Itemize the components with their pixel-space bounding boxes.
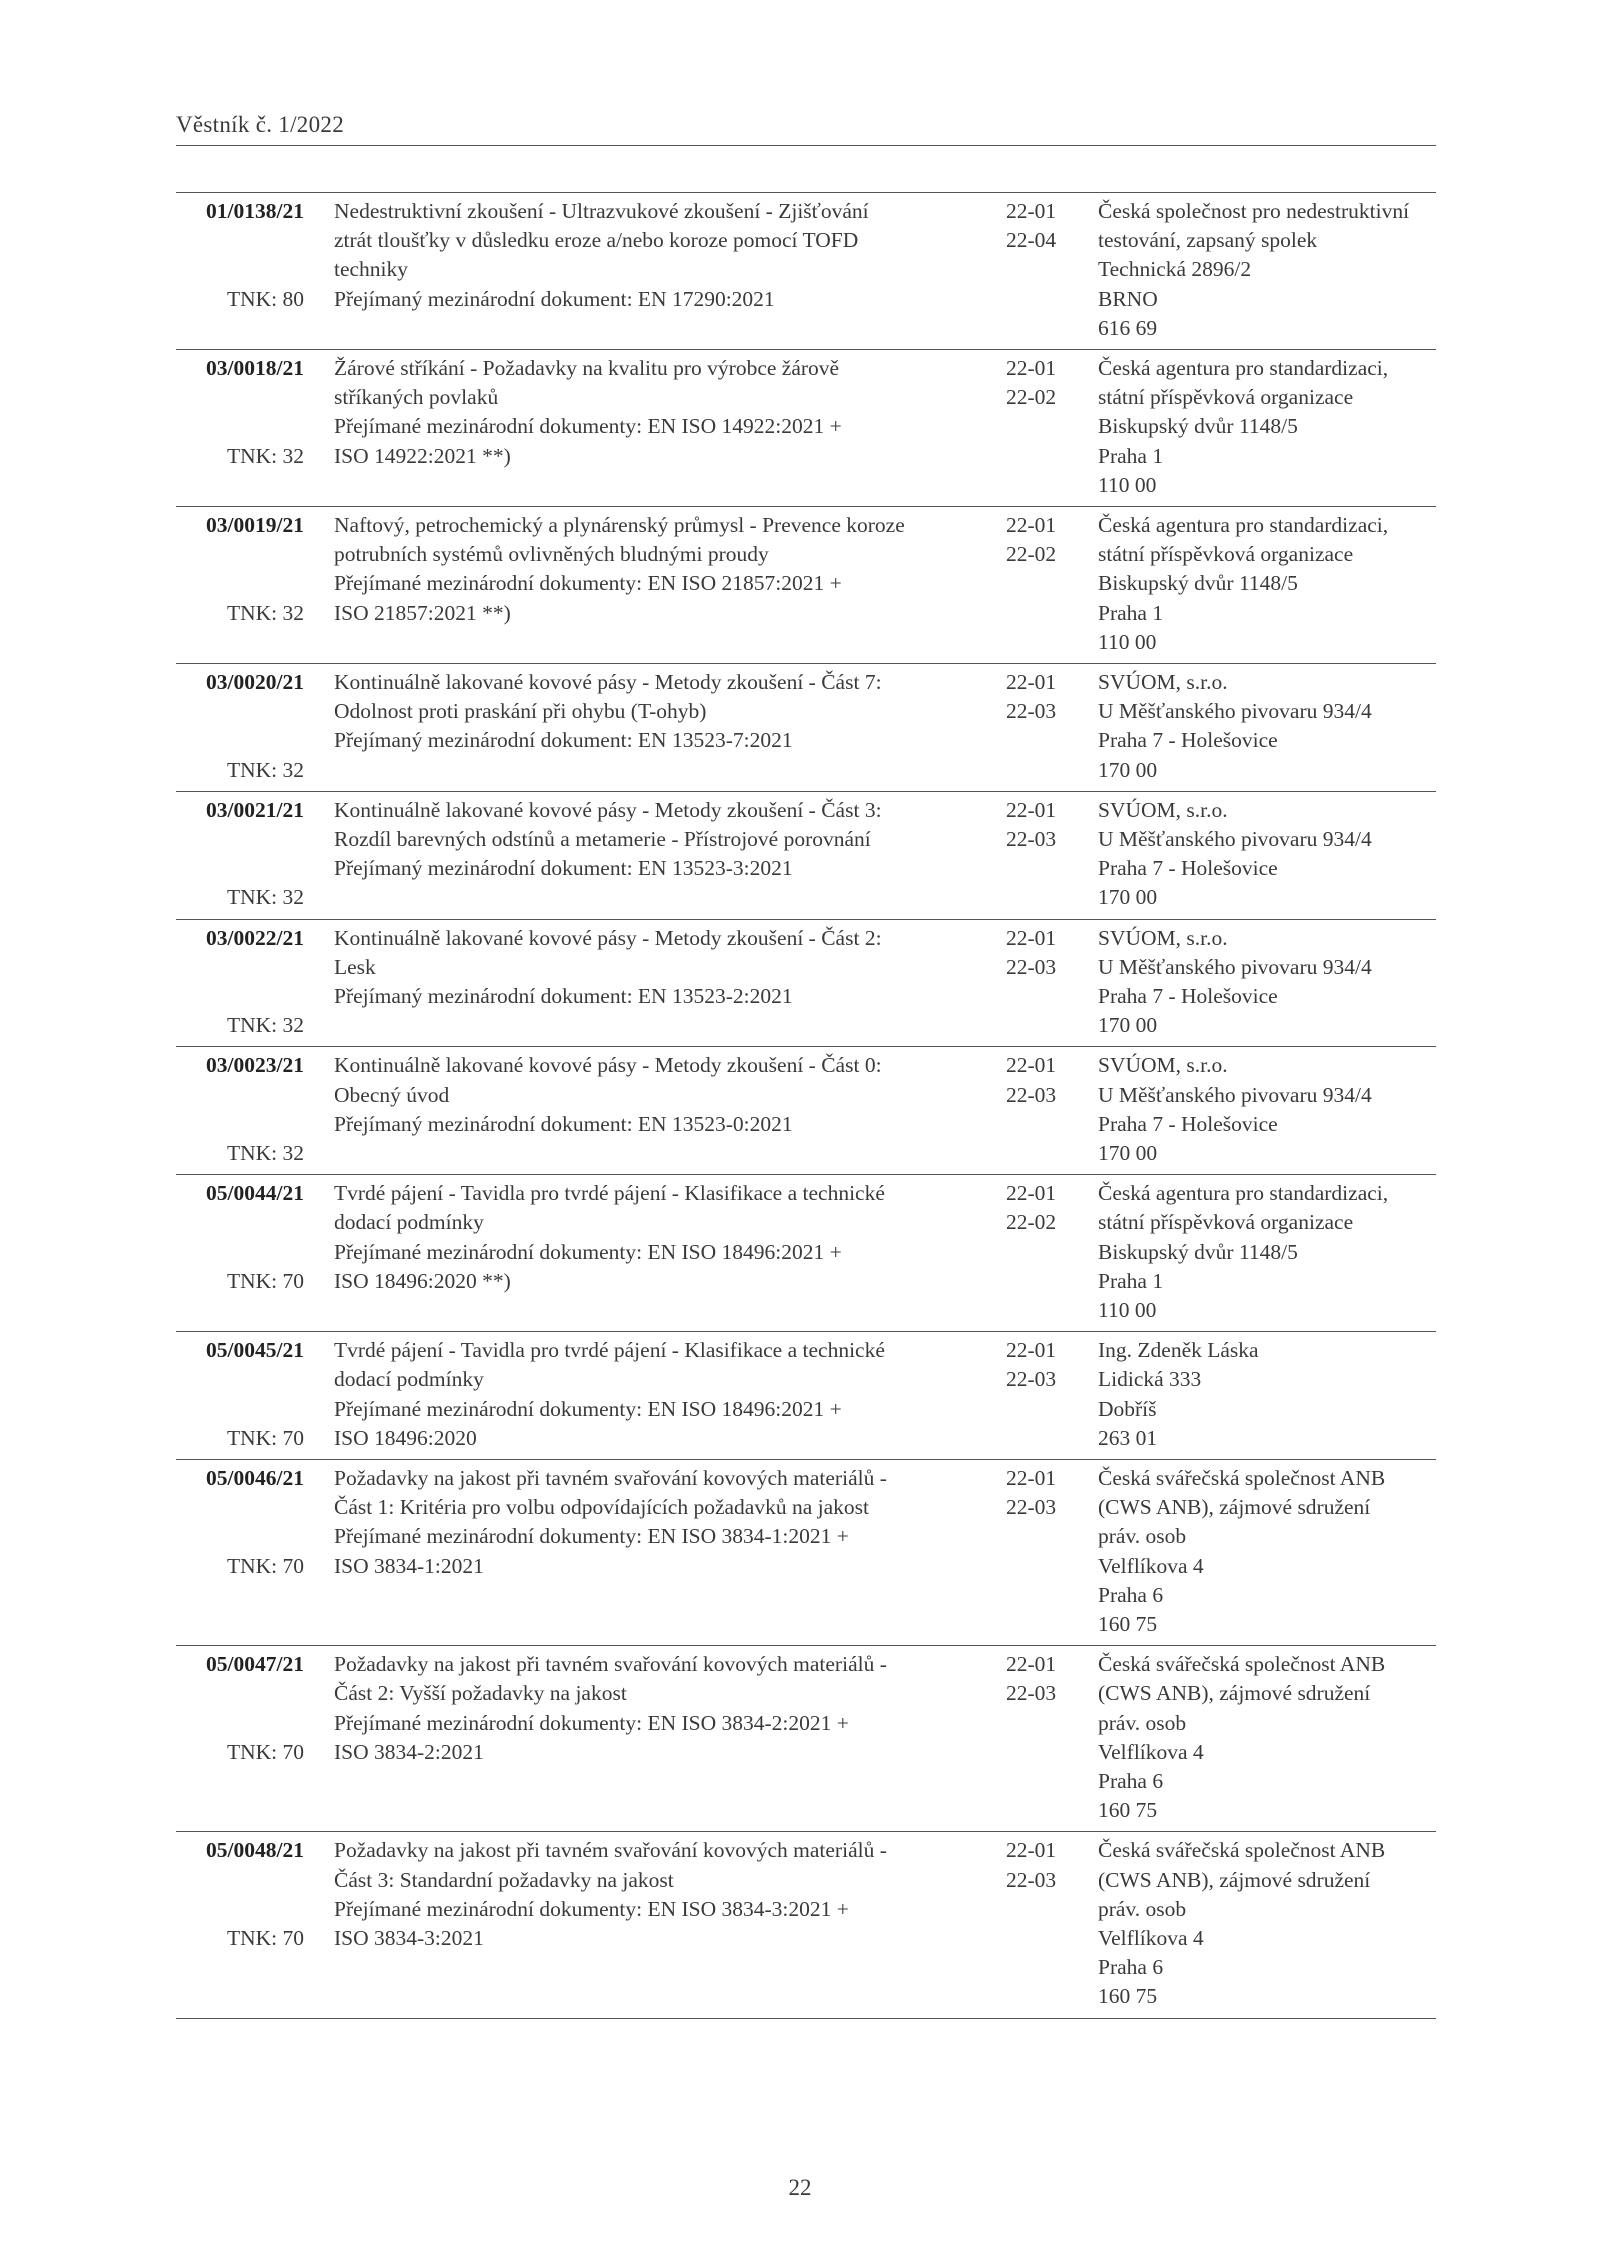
entry-organization-line: Praha 7 - Holešovice — [1098, 1111, 1278, 1136]
entry-dates-line: 22-01 — [1006, 797, 1057, 822]
entry-organization-line: Česká agentura pro standardizaci, — [1098, 513, 1389, 537]
entry-title-line: Požadavky na jakost při tavném svařování kovových materiálů - — [334, 1465, 887, 1490]
entry-dates — [1006, 1336, 1076, 1394]
entry-organization-line: 263 01 — [1098, 1425, 1158, 1450]
entry-tnk: TNK: 32 — [226, 600, 304, 625]
entry-organization — [1098, 1051, 1438, 1168]
entry-title-line: Kontinuálně lakované kovové pásy - Metody zkoušení - Část 0: — [334, 1053, 882, 1078]
entry-title-line: Požadavky na jakost při tavném svařování kovových materiálů - — [334, 1652, 887, 1677]
table-row — [176, 1460, 1436, 1646]
entry-organization-line: Velflíkova 4 — [1098, 1553, 1204, 1578]
entry-number: 03/0021/21 — [206, 797, 304, 822]
entry-id-column — [176, 1179, 304, 1293]
entry-organization-line: SVÚOM, s.r.o. — [1098, 1053, 1228, 1078]
entry-title-line: Přejímaný mezinárodní dokument: EN 13523-3:2021 — [334, 856, 793, 881]
entry-dates-line: 22-01 — [1006, 1465, 1057, 1490]
entry-title-line: Přejímané mezinárodní dokumenty: EN ISO 18496:2021 + — [334, 1396, 842, 1421]
entry-dates — [1006, 796, 1076, 854]
entry-organization-line: (CWS ANB), zájmové sdružení — [1098, 1867, 1371, 1892]
entry-dates-line: 22-03 — [1006, 827, 1057, 851]
table-row — [176, 1047, 1436, 1175]
entry-title — [334, 796, 984, 884]
entry-title-line: Přejímané mezinárodní dokumenty: EN ISO 14922:2021 + — [334, 414, 842, 439]
entry-organization-line: Česká společnost pro nedestruktivní — [1098, 199, 1410, 223]
entry-organization-line: U Měšťanského pivovaru 934/4 — [1098, 699, 1372, 724]
entry-dates — [1006, 1051, 1076, 1109]
entry-tnk: TNK: 32 — [226, 757, 304, 782]
entry-title-line: Odolnost proti praskání při ohybu (T-ohyb) — [334, 699, 707, 724]
entry-title-line: Část 1: Kritéria pro volbu odpovídajících požadavků na jakost — [334, 1495, 869, 1520]
entry-title — [334, 1650, 984, 1767]
entry-title-line: Kontinuálně lakované kovové pásy - Metody zkoušení - Část 2: — [334, 925, 882, 950]
entry-organization-line: Praha 6 — [1098, 1955, 1164, 1980]
entry-organization-line: Biskupský dvůr 1148/5 — [1098, 571, 1298, 596]
entry-title-line: Tvrdé pájení - Tavidla pro tvrdé pájení - Klasifikace a technické — [334, 1338, 885, 1363]
entry-dates — [1006, 197, 1076, 255]
entry-id-column — [176, 197, 304, 311]
table-row — [176, 507, 1436, 664]
entry-id-column — [176, 1464, 304, 1578]
entry-organization-line: Česká agentura pro standardizaci, — [1098, 356, 1389, 380]
entry-organization — [1098, 1336, 1438, 1453]
table-row — [176, 193, 1436, 350]
entry-dates — [1006, 354, 1076, 412]
entry-title — [334, 1179, 984, 1296]
entry-dates-line: 22-03 — [1006, 1495, 1057, 1520]
entry-title-line: dodací podmínky — [334, 1367, 484, 1392]
entry-organization-line: U Měšťanského pivovaru 934/4 — [1098, 954, 1372, 979]
entry-dates-line: 22-02 — [1006, 542, 1057, 567]
entry-title-line: Požadavky na jakost při tavném svařování kovových materiálů - — [334, 1838, 887, 1863]
entry-organization-line: Biskupský dvůr 1148/5 — [1098, 1239, 1298, 1264]
entry-dates — [1006, 511, 1076, 569]
entry-tnk: TNK: 70 — [226, 1739, 304, 1764]
entry-organization — [1098, 511, 1438, 657]
entry-organization-line: Praha 1 — [1098, 600, 1164, 625]
entry-organization-line: Česká svářečská společnost ANB — [1098, 1465, 1386, 1490]
entry-organization-line: Praha 1 — [1098, 443, 1164, 468]
entry-tnk: TNK: 32 — [226, 1140, 304, 1165]
entry-dates-line: 22-03 — [1006, 1681, 1057, 1706]
entry-organization — [1098, 796, 1438, 913]
entry-title-line: Část 3: Standardní požadavky na jakost — [334, 1867, 674, 1892]
entry-title-line: stříkaných povlaků — [334, 385, 499, 410]
entry-tnk: TNK: 70 — [226, 1268, 304, 1293]
entry-organization-line: Česká agentura pro standardizaci, — [1098, 1181, 1389, 1206]
entry-title-line: dodací podmínky — [334, 1210, 484, 1235]
entry-id-column — [176, 1336, 304, 1450]
table-row — [176, 792, 1436, 920]
entry-organization-line: Biskupský dvůr 1148/5 — [1098, 414, 1298, 439]
entry-organization-line: státní příspěvková organizace — [1098, 385, 1354, 410]
entry-title — [334, 354, 984, 471]
entry-title-line: Přejímané mezinárodní dokumenty: EN ISO 3834-3:2021 + — [334, 1896, 849, 1921]
entry-dates-line: 22-03 — [1006, 1867, 1057, 1892]
entry-number: 01/0138/21 — [206, 199, 304, 223]
page-header-title: Věstník č. 1/2022 — [176, 112, 344, 137]
entry-title-line: ISO 21857:2021 **) — [334, 600, 511, 625]
entry-dates — [1006, 668, 1076, 726]
entry-title-line: Obecný úvod — [334, 1082, 450, 1107]
entry-dates-line: 22-01 — [1006, 925, 1057, 950]
entry-tnk: TNK: 32 — [226, 1013, 304, 1038]
table-row — [176, 1175, 1436, 1332]
entry-organization-line: Česká svářečská společnost ANB — [1098, 1652, 1386, 1677]
entry-title-line: Přejímané mezinárodní dokumenty: EN ISO 21857:2021 + — [334, 571, 842, 596]
entry-number: 03/0022/21 — [206, 925, 304, 950]
entry-title-line: Přejímaný mezinárodní dokument: EN 13523-2:2021 — [334, 984, 793, 1008]
entry-title-line: Rozdíl barevných odstínů a metamerie - Přístrojové porovnání — [334, 827, 871, 851]
entry-tnk: TNK: 70 — [226, 1925, 304, 1950]
entry-title — [334, 1336, 984, 1453]
entry-organization-line: práv. osob — [1098, 1896, 1187, 1921]
entry-organization-line: 160 75 — [1098, 1984, 1158, 2009]
entry-organization — [1098, 668, 1438, 785]
entry-title-line: Nedestruktivní zkoušení - Ultrazvukové zkoušení - Zjišťování — [334, 199, 869, 223]
entry-title-line: potrubních systémů ovlivněných bludnými proudy — [334, 542, 769, 567]
entry-organization-line: Dobříš — [1098, 1396, 1157, 1421]
entry-organization-line: Praha 6 — [1098, 1582, 1164, 1607]
entry-organization-line: testování, zapsaný spolek — [1098, 228, 1318, 253]
entry-title-line: techniky — [334, 257, 409, 282]
entry-organization-line: Velflíkova 4 — [1098, 1925, 1204, 1950]
entry-number: 03/0020/21 — [206, 670, 304, 694]
entry-title-line: Přejímané mezinárodní dokumenty: EN ISO 3834-2:2021 + — [334, 1710, 849, 1735]
entry-organization-line: 110 00 — [1098, 1298, 1157, 1322]
entry-title — [334, 511, 984, 628]
entry-tnk: TNK: 32 — [226, 443, 304, 468]
entry-id-column — [176, 1650, 304, 1764]
entry-organization-line: Praha 7 - Holešovice — [1098, 984, 1278, 1008]
entry-dates-line: 22-03 — [1006, 1367, 1057, 1392]
entry-organization-line: U Měšťanského pivovaru 934/4 — [1098, 827, 1372, 851]
entry-organization-line: Praha 7 - Holešovice — [1098, 856, 1278, 881]
entry-number: 03/0018/21 — [206, 356, 304, 380]
entry-title — [334, 1464, 984, 1581]
entry-title-line: ISO 3834-3:2021 — [334, 1925, 484, 1950]
entry-title-line: ztrát tloušťky v důsledku eroze a/nebo koroze pomocí TOFD — [334, 228, 859, 253]
entry-organization-line: (CWS ANB), zájmové sdružení — [1098, 1681, 1371, 1706]
entry-title-line: ISO 18496:2020 — [334, 1425, 477, 1450]
entry-dates — [1006, 1650, 1076, 1708]
entry-organization — [1098, 197, 1438, 343]
entry-organization — [1098, 354, 1438, 500]
entry-id-column — [176, 1836, 304, 1950]
entry-number: 05/0045/21 — [206, 1338, 304, 1363]
entry-title-line: ISO 3834-2:2021 — [334, 1739, 484, 1764]
entry-organization — [1098, 1179, 1438, 1325]
entry-title-line: Přejímané mezinárodní dokumenty: EN ISO 18496:2021 + — [334, 1239, 842, 1264]
table-row — [176, 1832, 1436, 2018]
entry-title-line: Přejímaný mezinárodní dokument: EN 17290:2021 — [334, 286, 775, 311]
entry-dates — [1006, 1179, 1076, 1237]
entry-title — [334, 197, 984, 314]
entry-organization-line: 110 00 — [1098, 629, 1157, 654]
entry-organization-line: 170 00 — [1098, 885, 1158, 910]
entry-organization-line: Česká svářečská společnost ANB — [1098, 1838, 1386, 1863]
entry-title-line: ISO 3834-1:2021 — [334, 1553, 484, 1578]
entry-organization-line: 170 00 — [1098, 1141, 1158, 1165]
entry-id-column — [176, 796, 304, 910]
entry-organization-line: 110 00 — [1098, 472, 1157, 497]
entry-title-line: Přejímaný mezinárodní dokument: EN 13523-0:2021 — [334, 1111, 793, 1136]
entry-organization — [1098, 924, 1438, 1041]
entry-organization-line: 616 69 — [1098, 315, 1158, 340]
entry-title-line: Kontinuálně lakované kovové pásy - Metody zkoušení - Část 7: — [334, 670, 882, 694]
table-row — [176, 350, 1436, 507]
entry-organization-line: Praha 1 — [1098, 1268, 1164, 1293]
entry-organization-line: BRNO — [1098, 286, 1158, 311]
page-number: 22 — [788, 2175, 812, 2200]
entry-number: 03/0019/21 — [206, 513, 304, 537]
entry-dates-line: 22-01 — [1006, 1053, 1057, 1078]
entry-dates-line: 22-03 — [1006, 954, 1057, 979]
entry-title-line: Tvrdé pájení - Tavidla pro tvrdé pájení - Klasifikace a technické — [334, 1181, 885, 1206]
entry-dates-line: 22-03 — [1006, 1082, 1057, 1107]
entry-id-column — [176, 668, 304, 782]
entry-organization-line: Lidická 333 — [1098, 1367, 1202, 1392]
entry-dates — [1006, 1836, 1076, 1894]
entry-organization-line: Technická 2896/2 — [1098, 257, 1252, 282]
entry-title-line: Lesk — [334, 954, 376, 979]
entry-number: 05/0048/21 — [206, 1838, 304, 1863]
entry-title-line: ISO 18496:2020 **) — [334, 1268, 511, 1293]
entry-title — [334, 924, 984, 1012]
entry-dates-line: 22-01 — [1006, 199, 1057, 223]
table-row — [176, 920, 1436, 1048]
entry-title-line: Přejímané mezinárodní dokumenty: EN ISO 3834-1:2021 + — [334, 1524, 849, 1549]
entry-dates-line: 22-04 — [1006, 228, 1057, 253]
entry-tnk: TNK: 70 — [226, 1425, 304, 1450]
entry-title — [334, 668, 984, 756]
entry-title-line: Naftový, petrochemický a plynárenský průmysl - Prevence koroze — [334, 513, 905, 537]
entry-organization-line: 170 00 — [1098, 757, 1158, 782]
entry-tnk: TNK: 32 — [226, 885, 304, 910]
entry-id-column — [176, 354, 304, 468]
table-row — [176, 664, 1436, 792]
entry-organization — [1098, 1836, 1438, 2011]
entry-organization-line: SVÚOM, s.r.o. — [1098, 925, 1228, 950]
entry-dates-line: 22-01 — [1006, 356, 1057, 380]
entry-dates-line: 22-01 — [1006, 1838, 1057, 1863]
entry-organization-line: státní příspěvková organizace — [1098, 1210, 1354, 1235]
entry-title — [334, 1836, 984, 1953]
entry-organization-line: U Měšťanského pivovaru 934/4 — [1098, 1082, 1372, 1107]
entry-organization-line: státní příspěvková organizace — [1098, 542, 1354, 567]
entry-number: 03/0023/21 — [206, 1053, 304, 1078]
entry-dates-line: 22-03 — [1006, 699, 1057, 724]
entry-organization-line: (CWS ANB), zájmové sdružení — [1098, 1495, 1371, 1520]
entry-id-column — [176, 511, 304, 625]
entry-organization-line: Velflíkova 4 — [1098, 1739, 1204, 1764]
entry-number: 05/0046/21 — [206, 1465, 304, 1490]
entry-id-column — [176, 1051, 304, 1165]
entry-dates — [1006, 924, 1076, 982]
entry-organization-line: 160 75 — [1098, 1612, 1158, 1636]
entry-dates-line: 22-01 — [1006, 1181, 1057, 1206]
entry-tnk: TNK: 70 — [226, 1553, 304, 1578]
entry-organization-line: Praha 6 — [1098, 1768, 1164, 1793]
table-row — [176, 1332, 1436, 1460]
entry-id-column — [176, 924, 304, 1038]
entry-title-line: Kontinuálně lakované kovové pásy - Metody zkoušení - Část 3: — [334, 797, 882, 822]
entry-number: 05/0047/21 — [206, 1652, 304, 1677]
entry-title-line: Žárové stříkání - Požadavky na kvalitu pro výrobce žárově — [334, 356, 840, 380]
entry-dates-line: 22-01 — [1006, 670, 1057, 694]
entry-dates-line: 22-02 — [1006, 385, 1057, 410]
entry-organization-line: Ing. Zdeněk Láska — [1098, 1338, 1259, 1363]
entry-dates-line: 22-02 — [1006, 1210, 1057, 1235]
entry-organization — [1098, 1464, 1438, 1639]
entry-organization-line: SVÚOM, s.r.o. — [1098, 670, 1228, 694]
entry-organization-line: 160 75 — [1098, 1798, 1158, 1823]
entry-dates-line: 22-01 — [1006, 1338, 1057, 1363]
entry-tnk: TNK: 80 — [226, 286, 304, 311]
table-row — [176, 1646, 1436, 1832]
entry-organization-line: Praha 7 - Holešovice — [1098, 728, 1278, 753]
entry-title — [334, 1051, 984, 1139]
entry-title-line: Přejímaný mezinárodní dokument: EN 13523-7:2021 — [334, 728, 793, 753]
entry-organization — [1098, 1650, 1438, 1825]
entry-dates-line: 22-01 — [1006, 513, 1057, 537]
entry-dates-line: 22-01 — [1006, 1652, 1057, 1677]
entry-organization-line: SVÚOM, s.r.o. — [1098, 797, 1228, 822]
entry-dates — [1006, 1464, 1076, 1522]
entry-number: 05/0044/21 — [206, 1181, 304, 1206]
header-divider — [176, 145, 1436, 146]
entry-organization-line: práv. osob — [1098, 1524, 1187, 1549]
standards-table — [176, 192, 1436, 2019]
entry-title-line: ISO 14922:2021 **) — [334, 443, 511, 468]
entry-title-line: Část 2: Vyšší požadavky na jakost — [334, 1681, 627, 1706]
entry-organization-line: práv. osob — [1098, 1710, 1187, 1735]
entry-organization-line: 170 00 — [1098, 1013, 1158, 1038]
